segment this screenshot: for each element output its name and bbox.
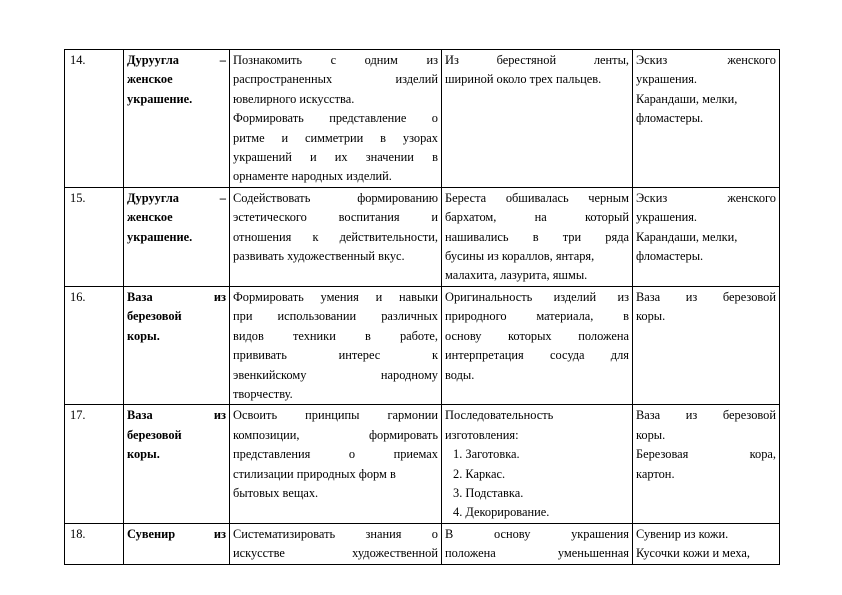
text-word: природного <box>445 309 507 324</box>
lesson-content <box>442 405 633 523</box>
text-word: кора, <box>749 447 776 462</box>
goal-line <box>233 148 438 167</box>
topic-line <box>127 327 226 346</box>
text-word: творчеству. <box>233 386 293 401</box>
materials-line <box>636 109 776 128</box>
lesson-number-text: 14. <box>70 53 86 67</box>
text-word: навыки <box>399 289 438 304</box>
text-word: из <box>685 408 698 423</box>
materials-line <box>636 247 776 266</box>
text-word: Карандаши, мелки, <box>636 91 738 106</box>
lesson-number <box>65 286 124 404</box>
text-word: Ваза <box>636 408 661 423</box>
text-word: ряда <box>605 229 629 244</box>
text-word: воспитания <box>338 210 400 225</box>
topic-line <box>127 228 226 247</box>
content-line <box>445 51 629 70</box>
text-word: Эскиз <box>636 190 668 205</box>
lesson-materials <box>633 286 780 404</box>
text-word: нашивались <box>445 229 509 244</box>
goal-line <box>233 544 438 563</box>
table-row <box>65 187 780 286</box>
text-word: отношения <box>233 229 292 244</box>
lesson-materials <box>633 50 780 188</box>
text-word: знания <box>365 526 402 541</box>
text-word: женское <box>127 72 173 87</box>
lesson-goal <box>230 523 442 564</box>
text-word: коры. <box>636 309 666 324</box>
step-text: 3. Подставка. <box>453 485 524 500</box>
text-word: из <box>426 53 438 67</box>
text-word: и <box>431 210 438 225</box>
text-word: изготовления: <box>445 427 519 442</box>
text-word: Ваза <box>127 408 153 423</box>
goal-line <box>233 327 438 346</box>
text-word: изделий <box>395 72 438 87</box>
text-word: украшения. <box>636 72 698 87</box>
text-word: представления <box>233 447 311 462</box>
text-word: коры. <box>127 328 160 343</box>
table-row <box>65 286 780 404</box>
materials-line <box>636 288 776 307</box>
text-word: о <box>348 447 356 462</box>
text-word: Сувенир <box>127 526 176 541</box>
goal-line <box>233 406 438 425</box>
text-word: шириной около трех пальцев. <box>445 72 602 87</box>
text-word: интерпретация <box>445 348 524 363</box>
text-word: при <box>233 309 253 324</box>
text-word: узорах <box>402 130 438 145</box>
text-word: в <box>532 229 539 244</box>
lesson-topic <box>124 405 230 523</box>
text-word: работе, <box>399 328 438 343</box>
content-line <box>445 70 629 89</box>
text-word: Познакомить <box>233 53 303 67</box>
text-word: Березовая <box>636 447 689 462</box>
text-word: украшений <box>233 150 292 165</box>
table-row <box>65 523 780 564</box>
text-word: Ваза <box>127 289 153 304</box>
text-word: – <box>219 190 226 205</box>
lesson-number-text: 16. <box>70 289 86 304</box>
text-word: видов <box>233 328 264 343</box>
content-line <box>445 228 629 247</box>
text-word: основу <box>445 328 482 343</box>
text-word: основу <box>493 526 531 541</box>
text-word: на <box>534 210 547 225</box>
text-word: ювелирного искусства. <box>233 91 355 106</box>
text-word: Эскиз <box>636 53 668 67</box>
goal-line <box>233 346 438 365</box>
text-word: прививать <box>233 348 287 363</box>
text-word: использовании <box>277 309 357 324</box>
lesson-goal <box>230 187 442 286</box>
text-word: коры. <box>636 427 666 442</box>
lesson-number <box>65 50 124 188</box>
goal-line <box>233 385 438 404</box>
text-word: изделий <box>553 289 597 304</box>
text-word: В <box>445 526 454 541</box>
materials-line <box>636 525 776 544</box>
lesson-number-text: 17. <box>70 408 86 423</box>
materials-line <box>636 445 776 464</box>
text-word: которых <box>508 328 552 343</box>
text-word: в <box>432 150 438 165</box>
text-word: березовой <box>722 408 776 423</box>
text-word: умения <box>320 289 359 304</box>
step-text: 1. Заготовка. <box>453 447 520 462</box>
materials-line <box>636 544 776 563</box>
text-word: из <box>213 408 226 423</box>
goal-line <box>233 228 438 247</box>
text-word: украшение. <box>127 229 193 244</box>
goal-line <box>233 445 438 464</box>
goal-line <box>233 189 438 208</box>
text-word: материала, <box>536 309 594 324</box>
goal-line <box>233 70 438 89</box>
text-word: украшение. <box>127 91 193 106</box>
lesson-number-text: 18. <box>70 526 86 541</box>
lesson-number <box>65 523 124 564</box>
materials-line <box>636 406 776 425</box>
text-word: художественной <box>352 546 438 561</box>
text-word: их <box>334 150 348 165</box>
step-list-item <box>445 484 629 503</box>
step-text: 4. Декорирование. <box>453 505 550 520</box>
text-word: украшения <box>571 526 629 541</box>
text-word: с <box>330 53 337 67</box>
text-word: эвенкийскому <box>233 367 307 382</box>
text-word: из <box>617 289 629 304</box>
lesson-content <box>442 523 633 564</box>
text-word: из <box>213 289 226 304</box>
topic-line <box>127 445 226 464</box>
content-line <box>445 544 629 563</box>
lesson-topic <box>124 286 230 404</box>
text-word: малахита, лазурита, яшмы. <box>445 268 588 283</box>
text-word: – <box>219 53 226 67</box>
text-word: народному <box>380 367 438 382</box>
materials-line <box>636 90 776 109</box>
step-list-item <box>445 503 629 522</box>
goal-line <box>233 307 438 326</box>
goal-line <box>233 525 438 544</box>
content-line <box>445 327 629 346</box>
text-word: Из <box>445 53 459 67</box>
text-word: берестяной <box>496 53 557 67</box>
text-word: и <box>310 150 317 165</box>
text-word: о <box>431 111 438 126</box>
text-word: гармонии <box>387 408 438 423</box>
text-word: представление <box>329 111 407 126</box>
content-line <box>445 208 629 227</box>
step-text: 2. Каркас. <box>453 466 506 481</box>
lesson-content <box>442 187 633 286</box>
text-word: Освоить <box>233 408 278 423</box>
text-word: стилизации природных форм в <box>233 466 396 481</box>
lesson-materials <box>633 523 780 564</box>
text-word: в <box>364 328 371 343</box>
topic-line <box>127 51 226 70</box>
text-word: приемах <box>393 447 438 462</box>
text-word: формировать <box>368 427 438 442</box>
table-row <box>65 405 780 523</box>
content-line <box>445 189 629 208</box>
goal-line <box>233 208 438 227</box>
table-body <box>65 50 780 565</box>
text-word: три <box>562 229 582 244</box>
text-word: коры. <box>127 447 160 462</box>
lesson-topic <box>124 187 230 286</box>
lesson-goal <box>230 405 442 523</box>
goal-line <box>233 366 438 385</box>
lesson-content <box>442 50 633 188</box>
text-word: бытовых вещах. <box>233 485 319 500</box>
lesson-materials <box>633 187 780 286</box>
materials-line <box>636 307 776 326</box>
text-word: фломастеры. <box>636 111 704 126</box>
goal-line <box>233 129 438 148</box>
text-word: воды. <box>445 367 475 382</box>
materials-line <box>636 189 776 208</box>
text-word: и <box>375 289 383 304</box>
goal-line <box>233 247 438 266</box>
text-word: картон. <box>636 466 675 481</box>
goal-line <box>233 465 438 484</box>
goal-line <box>233 109 438 128</box>
text-word: Ваза <box>636 289 661 304</box>
text-word: Последовательность <box>445 408 554 423</box>
text-word: украшения. <box>636 210 698 225</box>
text-word: одним <box>364 53 398 67</box>
text-word: березовой <box>127 427 182 442</box>
text-word: Систематизировать <box>233 526 336 541</box>
text-word: бусины из кораллов, янтаря, <box>445 249 595 264</box>
text-word: композиции, <box>233 427 300 442</box>
lesson-number <box>65 405 124 523</box>
text-word: значении <box>365 150 414 165</box>
content-line <box>445 247 629 266</box>
text-word: и <box>281 130 289 145</box>
text-word: действительности, <box>339 229 438 244</box>
text-word: Дуруугла <box>127 190 179 205</box>
topic-line <box>127 208 226 227</box>
text-word: березовой <box>127 309 182 324</box>
text-word: бархатом, <box>445 210 497 225</box>
text-word: ритме <box>233 130 265 145</box>
step-list-item <box>445 465 629 484</box>
text-word: о <box>431 526 438 541</box>
materials-line <box>636 228 776 247</box>
lesson-content <box>442 286 633 404</box>
text-word: березовой <box>722 289 776 304</box>
text-word: ленты, <box>593 53 629 67</box>
goal-line <box>233 51 438 70</box>
text-word: черным <box>588 190 629 205</box>
text-word: для <box>610 348 629 363</box>
materials-line <box>636 426 776 445</box>
text-word: техники <box>292 328 336 343</box>
content-line <box>445 406 629 425</box>
text-word: обшивалась <box>505 190 569 205</box>
text-word: Оригинальность <box>445 289 533 304</box>
text-word: орнаменте народных изделий. <box>233 169 392 184</box>
content-line <box>445 307 629 326</box>
text-word: уменьшенная <box>557 546 629 561</box>
content-line <box>445 426 629 445</box>
content-line <box>445 346 629 365</box>
text-word: Содействовать <box>233 190 311 205</box>
text-word: который <box>584 210 629 225</box>
text-word: положена <box>445 546 496 561</box>
text-word: интерес <box>338 348 381 363</box>
lesson-topic <box>124 523 230 564</box>
text-word: в <box>623 309 629 324</box>
materials-line <box>636 51 776 70</box>
lesson-number <box>65 187 124 286</box>
topic-line <box>127 90 226 109</box>
goal-line <box>233 288 438 307</box>
text-word: к <box>431 348 438 363</box>
step-list-item <box>445 445 629 464</box>
content-line <box>445 525 629 544</box>
goal-line <box>233 167 438 186</box>
text-word: формированию <box>357 190 438 205</box>
lesson-topic <box>124 50 230 188</box>
text-word: развивать художественный вкус. <box>233 249 405 264</box>
text-word: из <box>213 526 226 541</box>
materials-line <box>636 465 776 484</box>
lesson-materials <box>633 405 780 523</box>
lesson-goal <box>230 50 442 188</box>
topic-line <box>127 406 226 425</box>
goal-line <box>233 90 438 109</box>
text-word: эстетического <box>233 210 307 225</box>
text-word: различных <box>381 309 438 324</box>
topic-line <box>127 307 226 326</box>
goal-line <box>233 426 438 445</box>
topic-line <box>127 189 226 208</box>
text-word: Дуруугла <box>127 53 179 67</box>
text-word: в <box>380 130 387 145</box>
text-word: положена <box>578 328 629 343</box>
lesson-number-text: 15. <box>70 190 86 205</box>
topic-line <box>127 426 226 445</box>
lesson-plan-table <box>64 49 780 565</box>
materials-line <box>636 208 776 227</box>
text-word: искусстве <box>233 546 285 561</box>
content-line <box>445 366 629 385</box>
text-word: принципы <box>305 408 360 423</box>
topic-line <box>127 288 226 307</box>
topic-line <box>127 70 226 89</box>
goal-line <box>233 484 438 503</box>
text-word: Формировать <box>233 111 304 126</box>
text-word: Формировать <box>233 289 304 304</box>
lesson-goal <box>230 286 442 404</box>
text-word: Береста <box>445 190 487 205</box>
content-line <box>445 266 629 285</box>
text-word: к <box>312 229 319 244</box>
table-row <box>65 50 780 188</box>
text-word: женское <box>127 210 173 225</box>
text-word: симметрии <box>304 130 364 145</box>
text-word: Карандаши, мелки, <box>636 229 738 244</box>
text-word: сосуда <box>549 348 585 363</box>
materials-line <box>636 70 776 89</box>
content-line <box>445 288 629 307</box>
text-word: распространенных <box>233 72 333 87</box>
topic-line <box>127 525 226 544</box>
text-word: женского <box>727 190 776 205</box>
text-word: женского <box>727 53 776 67</box>
text-word: фломастеры. <box>636 249 704 264</box>
text-word: Сувенир из кожи. <box>636 526 729 541</box>
text-word: из <box>685 289 698 304</box>
text-word: Кусочки кожи и меха, <box>636 546 750 561</box>
